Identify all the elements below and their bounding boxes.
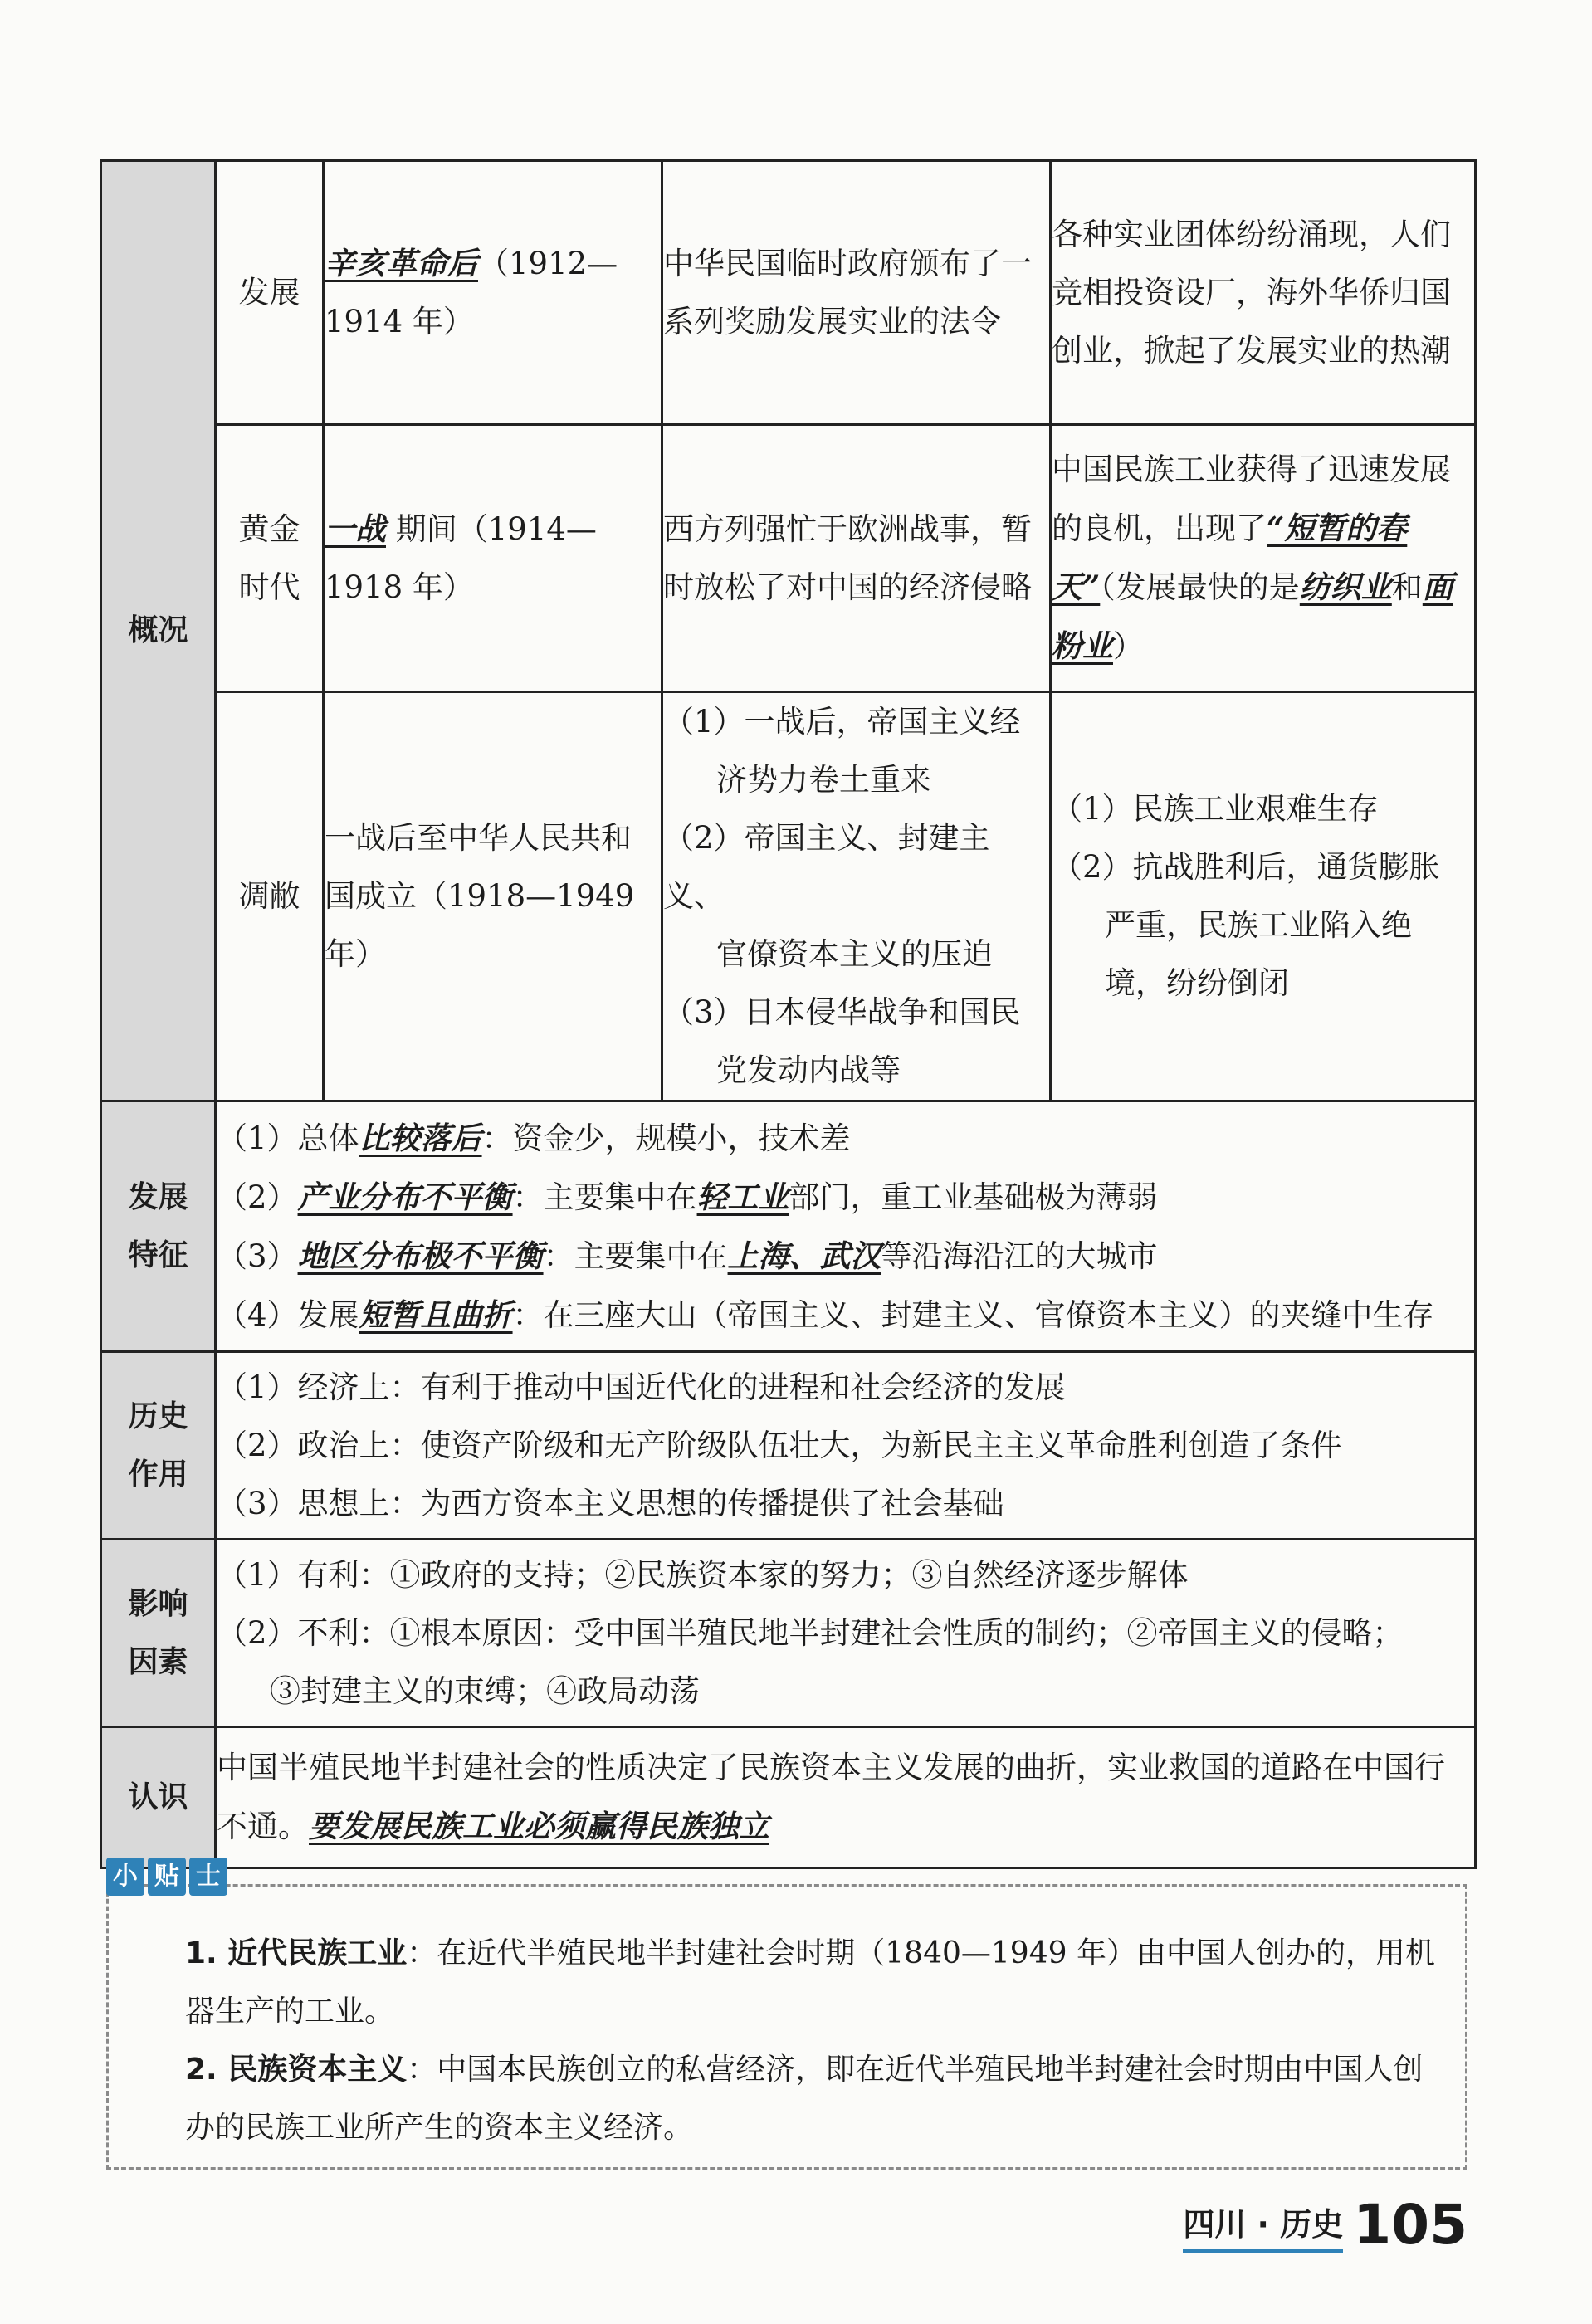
category-recognition: 认识 (101, 1727, 216, 1868)
page-footer (1183, 2193, 1467, 2257)
overview-row-decline (101, 692, 1476, 1101)
period-decline: 一战后至中华人民共和国成立（1918—1949 年） (324, 692, 662, 1101)
recognition-row (101, 1727, 1476, 1868)
effect-golden: 中国民族工业获得了迅速发展的良机，出现了“短暂的春天”（发展最快的是纺织业和面粉业） (1051, 425, 1476, 692)
effect-development: 各种实业团体纷纷涌现，人们竞相投资设厂，海外华侨归国创业，掀起了发展实业的热潮 (1051, 161, 1476, 425)
feature-item: （4）发展短暂且曲折：在三座大山（帝国主义、封建主义、官僚资本主义）的夹缝中生存 (217, 1296, 1434, 1333)
stage-decline: 凋敝 (216, 692, 324, 1101)
feature-item: （1）总体比较落后：资金少，规模小，技术差 (217, 1119, 851, 1156)
recognition-content: 中国半殖民地半封建社会的性质决定了民族资本主义发展的曲折，实业救国的道路在中国行不通。要发展民族工业必须赢得民族独立 (216, 1727, 1476, 1868)
category-role: 历史 作用 (101, 1352, 216, 1540)
tip-item: 2. 民族资本主义：中国本民族创立的私营经济，即在近代半殖民地半封建社会时期由中国人创办的民族工业所产生的资本主义经济。 (185, 2053, 1424, 2145)
feature-item: （3）地区分布极不平衡：主要集中在上海、武汉等沿海沿江的大城市 (217, 1237, 1158, 1274)
tips-body (125, 1925, 1448, 2157)
tip-item: 1. 近代民族工业：在近代半殖民地半封建社会时期（1840—1949 年）由中国人创办的，用机器生产的工业。 (185, 1936, 1435, 2029)
overview-row-development (101, 161, 1476, 425)
footer-label: 四川 · 历史 (1183, 2199, 1343, 2253)
effects-decline: （1）民族工业艰难生存 （2）抗战胜利后，通货膨胀 严重，民族工业陷入绝 境，纷纷倒闭 (1051, 692, 1476, 1101)
role-row (101, 1352, 1476, 1540)
overview-row-golden (101, 425, 1476, 692)
stage-development: 发展 (216, 161, 324, 425)
role-content: （1）经济上：有利于推动中国近代化的进程和社会经济的发展 （2）政治上：使资产阶级和无产阶级队伍壮大，为新民主主义革命胜利创造了条件 （3）思想上：为西方资本主义思想的传播提供了社会基础 (216, 1352, 1476, 1540)
period-development: 辛亥革命后（1912—1914 年） (324, 161, 662, 425)
cause-development: 中华民国临时政府颁布了一系列奖励发展实业的法令 (662, 161, 1051, 425)
tips-badge: 小 贴 士 (106, 1858, 231, 1896)
period-emph: 辛亥革命后 (325, 245, 478, 281)
factors-content: （1）有利：①政府的支持；②民族资本家的努力；③自然经济逐步解体 （2）不利：①根本原因：受中国半殖民地半封建社会性质的制约；②帝国主义的侵略； ③封建主义的束缚；④政局动荡 (216, 1540, 1476, 1727)
cause-golden: 西方列强忙于欧洲战事，暂时放松了对中国的经济侵略 (662, 425, 1051, 692)
feature-item: （2）产业分布不平衡：主要集中在轻工业部门，重工业基础极为薄弱 (217, 1178, 1158, 1215)
period-golden: 一战 期间（1914—1918 年） (324, 425, 662, 692)
page-number: 105 (1353, 2193, 1467, 2257)
recognition-emph: 要发展民族工业必须赢得民族独立 (309, 1808, 769, 1844)
causes-decline: （1）一战后，帝国主义经 济势力卷土重来 （2）帝国主义、封建主义、 官僚资本主义的压迫 （3）日本侵华战争和国民 党发动内战等 (662, 692, 1051, 1101)
stage-golden: 黄金 时代 (216, 425, 324, 692)
features-content (216, 1101, 1476, 1352)
knowledge-table (100, 159, 1477, 1869)
features-row (101, 1101, 1476, 1352)
tips-box (106, 1884, 1467, 2170)
category-factors: 影响 因素 (101, 1540, 216, 1727)
category-overview: 概况 (101, 161, 216, 1101)
factors-row (101, 1540, 1476, 1727)
category-features: 发展 特征 (101, 1101, 216, 1352)
